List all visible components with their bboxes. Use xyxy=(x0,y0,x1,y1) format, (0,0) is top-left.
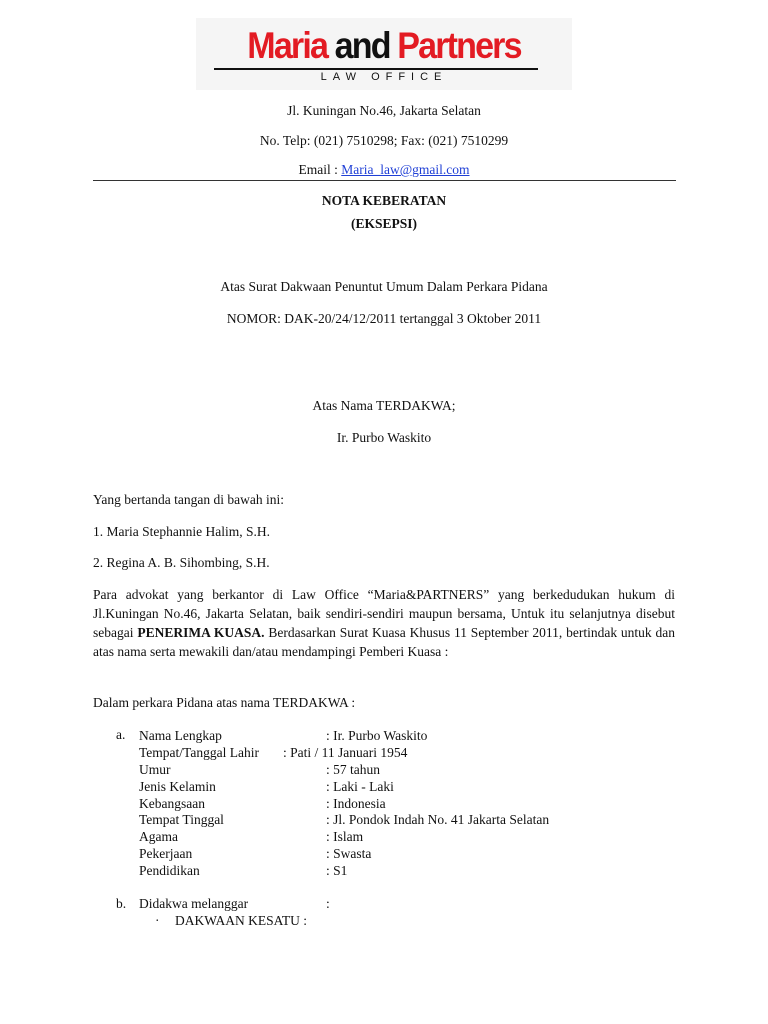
identity-value: : S1 xyxy=(326,863,348,878)
document-subtitle: (EKSEPSI) xyxy=(350,216,418,231)
case-number: NOMOR: DAK-20/24/12/2011 tertanggal 3 Oktober 2011 xyxy=(226,311,542,326)
firm-logo xyxy=(211,24,557,68)
identity-label: Umur xyxy=(139,762,171,777)
identity-label: Nama Lengkap xyxy=(139,728,222,743)
paragraph-bold-term: PENERIMA KUASA. xyxy=(137,625,265,640)
logo-subtitle: LAW OFFICE xyxy=(320,71,448,83)
defendant-name: Ir. Purbo Waskito xyxy=(336,430,432,445)
identity-label: Tempat Tinggal xyxy=(139,812,224,827)
intro-text: Yang bertanda tangan di bawah ini: xyxy=(93,492,284,507)
firm-phone: No. Telp: (021) 7510298; Fax: (021) 7510299 xyxy=(259,133,509,148)
signatory-item: 1. Maria Stephannie Halim, S.H. xyxy=(93,524,270,539)
email-link[interactable]: Maria_law@gmail.com xyxy=(341,162,470,177)
logo-word-maria: Maria xyxy=(247,25,328,66)
identity-label: Agama xyxy=(139,829,178,844)
case-line: Dalam perkara Pidana atas nama TERDAKWA : xyxy=(93,695,356,710)
identity-value: : Indonesia xyxy=(326,796,386,811)
identity-label: Jenis Kelamin xyxy=(139,779,216,794)
identity-label: Kebangsaan xyxy=(139,796,205,811)
logo-word-and: and xyxy=(334,25,390,66)
subject-line: Atas Surat Dakwaan Penuntut Umum Dalam Perkara Pidana xyxy=(220,279,548,294)
identity-value: : Jl. Pondok Indah No. 41 Jakarta Selatan xyxy=(326,812,550,827)
charge-colon: : xyxy=(326,896,330,911)
document-title: NOTA KEBERATAN xyxy=(321,193,447,208)
defendant-label: Atas Nama TERDAKWA; xyxy=(312,398,456,413)
logo-word-partners: Partners xyxy=(397,25,521,66)
section-b-marker: b. xyxy=(116,896,127,911)
paragraph-text: Para advokat yang berkantor di Law Office “Maria&PARTNERS” yang berkedudukan hukum di Jl.Kuningan No.46, Jakarta Selatan, baik sendiri-sendiri maupun bersama, Untuk itu selanjutnya disebut sebagai xyxy=(93,587,675,640)
signatory-item: 2. Regina A. B. Sihombing, S.H. xyxy=(93,555,270,570)
charge-label: Didakwa melanggar xyxy=(139,896,249,911)
identity-value: : 57 tahun xyxy=(326,762,380,777)
identity-value: : Islam xyxy=(326,829,364,844)
identity-label: Pekerjaan xyxy=(139,846,193,861)
bullet-icon: · xyxy=(155,913,160,928)
identity-label: Pendidikan xyxy=(139,863,200,878)
firm-email-line xyxy=(0,162,768,178)
identity-value: : Swasta xyxy=(326,846,372,861)
charge-item: DAKWAAN KESATU : xyxy=(175,913,307,928)
section-a-marker: a. xyxy=(116,727,126,742)
identity-value: : Pati / 11 Januari 1954 xyxy=(283,745,408,760)
identity-label: Tempat/Tanggal Lahir xyxy=(139,745,259,760)
letterhead-divider xyxy=(93,180,676,181)
authority-paragraph xyxy=(93,585,675,661)
identity-value: : Laki - Laki xyxy=(326,779,394,794)
paragraph-text: Berdasarkan Surat Kuasa Khusus 11 September 2011, bertindak untuk dan atas nama serta mewakili dan/atau mendampingi Pemberi Kuasa : xyxy=(93,625,675,659)
identity-value: : Ir. Purbo Waskito xyxy=(326,728,428,743)
firm-address: Jl. Kuningan No.46, Jakarta Selatan xyxy=(287,103,481,118)
email-label: Email : xyxy=(298,162,342,177)
